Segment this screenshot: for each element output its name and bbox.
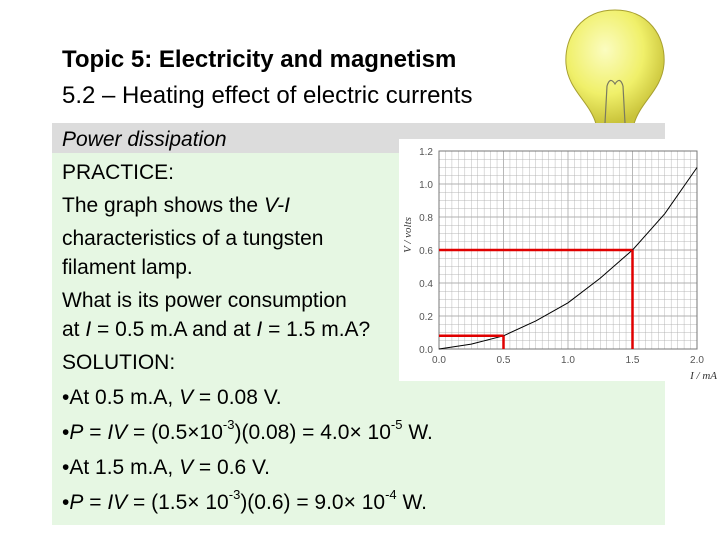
- question-line-5: at I = 0.5 m.A and at I = 1.5 m.A?: [62, 318, 371, 341]
- question-line-3: filament lamp.: [62, 256, 193, 279]
- x-tick-label: 1.5: [625, 355, 640, 366]
- y-tick-label: 1.2: [419, 147, 433, 158]
- bullet: •: [62, 491, 70, 514]
- y-tick-label: 0.6: [419, 246, 433, 257]
- section-heading: Power dissipation: [62, 128, 227, 151]
- y-axis-label: V / volts: [402, 217, 414, 253]
- x-tick-label: 2.0: [690, 355, 704, 366]
- x-axis-label: I / mA: [690, 370, 717, 381]
- practice-label: PRACTICE:: [62, 161, 175, 184]
- solution-line-4: •P = IV = $(1.5\times 10^{-3})(0.6) = 9.0\times 10^{-4}$ W.: [62, 487, 427, 514]
- x-tick-label: 1.0: [561, 355, 575, 366]
- y-tick-label: 0.2: [419, 312, 433, 323]
- y-tick-label: 0.8: [419, 213, 433, 224]
- bullet: •: [62, 421, 70, 444]
- x-tick-label: 0.5: [496, 355, 511, 366]
- question-line-4: What is its power consumption: [62, 289, 347, 312]
- solution-label: SOLUTION:: [62, 351, 176, 374]
- x-tick-label: 0.0: [432, 355, 446, 366]
- vi-characteristic-graph: [399, 139, 717, 381]
- y-tick-label: 1.0: [419, 180, 433, 191]
- question-line-2: characteristics of a tungsten: [62, 227, 324, 250]
- solution-line-1: •At 0.5 m.A, V = 0.08 V.: [62, 386, 282, 409]
- bullet: •: [62, 386, 70, 409]
- y-tick-label: 0.0: [419, 345, 433, 356]
- question-line-1: The graph shows the V-I: [62, 194, 291, 217]
- solution-line-3: •At 1.5 m.A, V = 0.6 V.: [62, 456, 270, 479]
- bullet: •: [62, 456, 70, 479]
- y-tick-label: 0.4: [419, 279, 433, 290]
- solution-line-2: •P = IV = $(0.5\times 10^{-3})(0.08) = 4.0\times 10^{-5}$ W.: [62, 417, 433, 444]
- graph-background: [399, 139, 717, 381]
- slide-title: Topic 5: Electricity and magnetism: [62, 46, 457, 73]
- slide-subtitle: 5.2 – Heating effect of electric currents: [62, 82, 473, 109]
